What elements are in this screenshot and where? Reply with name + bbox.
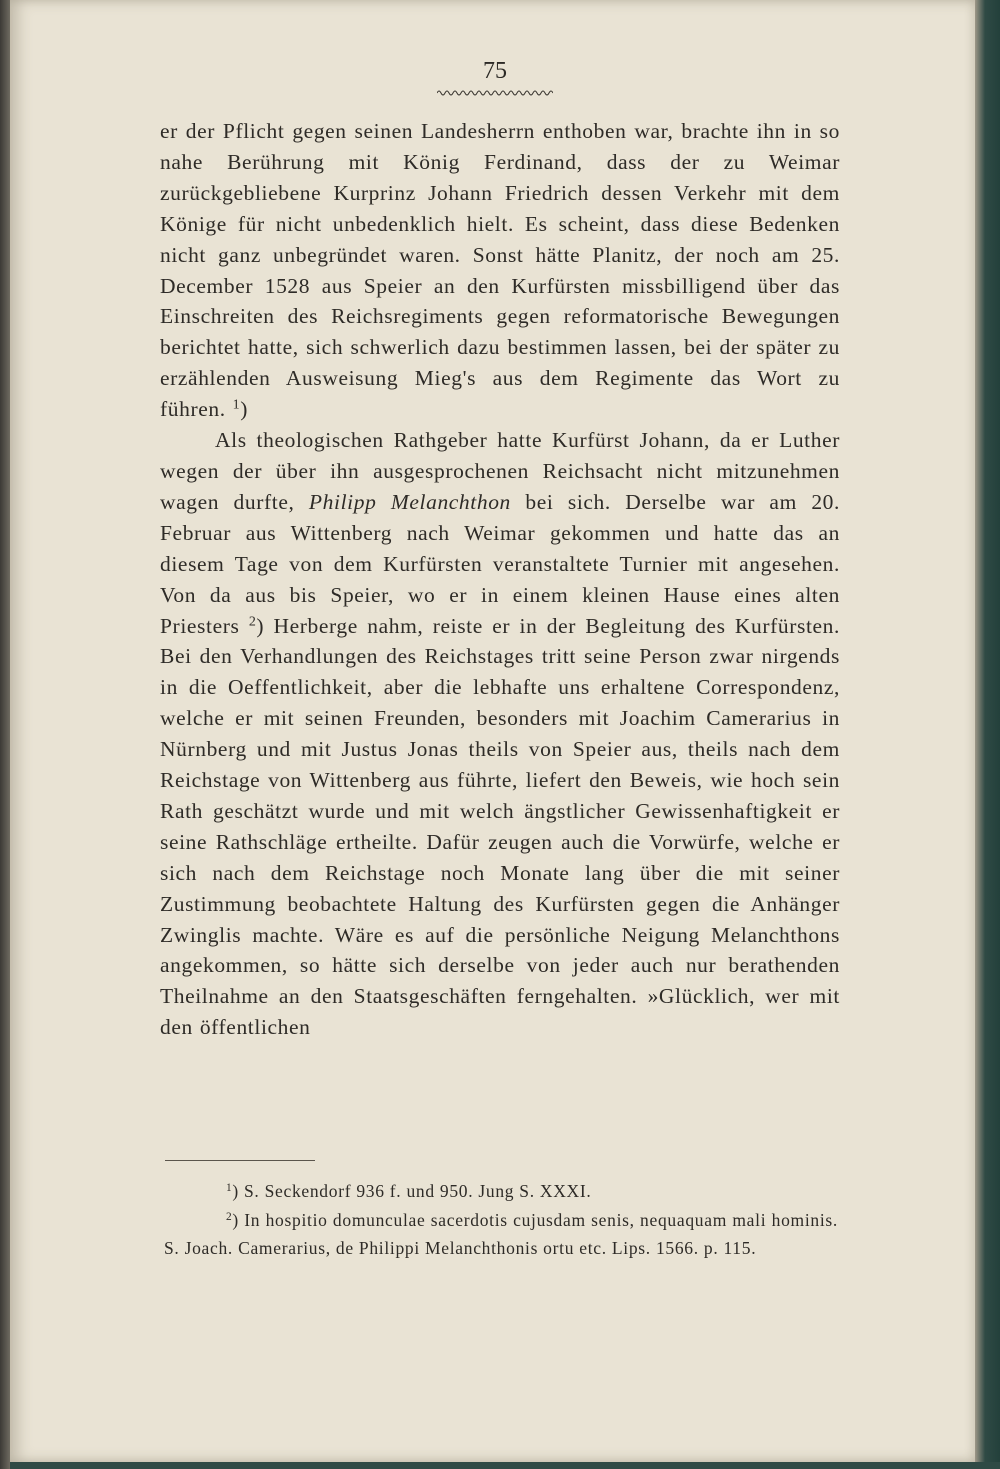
footnote-ref-2: 2 — [248, 613, 257, 629]
italic-name-melanchthon: Philipp Melanchthon — [308, 489, 511, 514]
paragraph-1-text: er der Pflicht gegen seinen Landesherrn enthoben war, brachte ihn in so nahe Berührung mit König Ferdinand, dass der zu Weimar zurückgebliebene Kurprinz Johann Friedrich dessen Verkehr mit dem Könige für nicht unbedenklich hielt. Es scheint, dass diese Bedenken nicht ganz unbegründet waren. Sonst hätte Planitz, der noch am 25. December 1528 aus Speier an den Kurfürsten missbilligend über das Einschreiten des Reichsregiments gegen reformatorische Bewegungen berichtet hatte, sich schwerlich dazu bestimmen lassen, bei der später zu erzählenden Ausweisung Mieg's aus dem Regimente das Wort zu führen. — [160, 119, 840, 422]
paragraph-2-text-end: ) Herberge nahm, reiste er in der Begleitung des Kurfürsten. Bei den Verhandlungen des Reichstages tritt seine Person zwar nirgends in die Oeffentlichkeit, aber die lebhafte uns erhaltene Correspondenz, welche er mit seinen Freunden, besonders mit Joachim Camerarius in Nürnberg und mit Justus Jonas theils von Speier aus, theils nach dem Reichstage von Wittenberg aus führte, liefert den Beweis, wie hoch sein Rath geschätzt wurde und mit welch ängstlicher Gewissenhaftigkeit er seine Rathschläge ertheilte. Dafür zeugen auch die Vorwürfe, welche er sich nach dem Reichstage noch Monate lang über die mit seiner Zustimmung beobachtete Haltung des Kurfürsten gegen die Anhänger Zwinglis machte. Wäre es auf die persönliche Neigung Melanchthons angekommen, so hätte sich derselbe von jeder auch nur berathenden Theilnahme an den Staatsgeschäften ferngehalten. »Glücklich, wer mit den öffentlichen — [160, 613, 840, 1040]
page-number-ornament — [437, 88, 553, 96]
book-cover-bottom-edge — [10, 1462, 1000, 1469]
paragraph-2 — [160, 425, 840, 1043]
footnote-2-text: ) In hospitio domunculae sacerdotis cujusdam senis, nequaquam mali hominis. S. Joach. Camerarius, de Philippi Melanchthonis ortu etc. Lips. 1566. p. 115. — [164, 1209, 838, 1258]
paragraph-1 — [160, 116, 840, 425]
book-spine — [0, 0, 10, 1469]
book-cover-edge — [975, 0, 1000, 1469]
paragraph-2-text-middle: bei sich. Derselbe war am 20. Februar aus Wittenberg nach Weimar gekommen und hatte das an diesem Tage von dem Kurfürsten veranstaltete Turnier mit angesehen. Von da aus bis Speier, wo er in einem kleinen Hause eines alten Priesters — [160, 489, 841, 638]
footnote-ref-1: $^1$) — [232, 397, 249, 422]
footnotes — [164, 1177, 838, 1263]
main-text — [160, 116, 840, 1043]
footnote-1-text: ) S. Seckendorf 936 f. und 950. Jung S. XXXI. — [232, 1181, 592, 1201]
page-number: 75 — [483, 58, 507, 84]
footnote-1-marker: 1 — [226, 1181, 233, 1194]
footnote-divider — [165, 1160, 315, 1161]
footnote-1 — [164, 1177, 838, 1206]
footnote-2-marker: 2 — [226, 1210, 233, 1223]
footnote-2 — [164, 1206, 838, 1263]
paragraph-2-text-start: Als theologischen Rathgeber hatte Kurfürst Johann, da er Luther wegen der über ihn ausgesprochenen Reichsacht nicht mitzunehmen wagen durfte, — [160, 428, 840, 514]
